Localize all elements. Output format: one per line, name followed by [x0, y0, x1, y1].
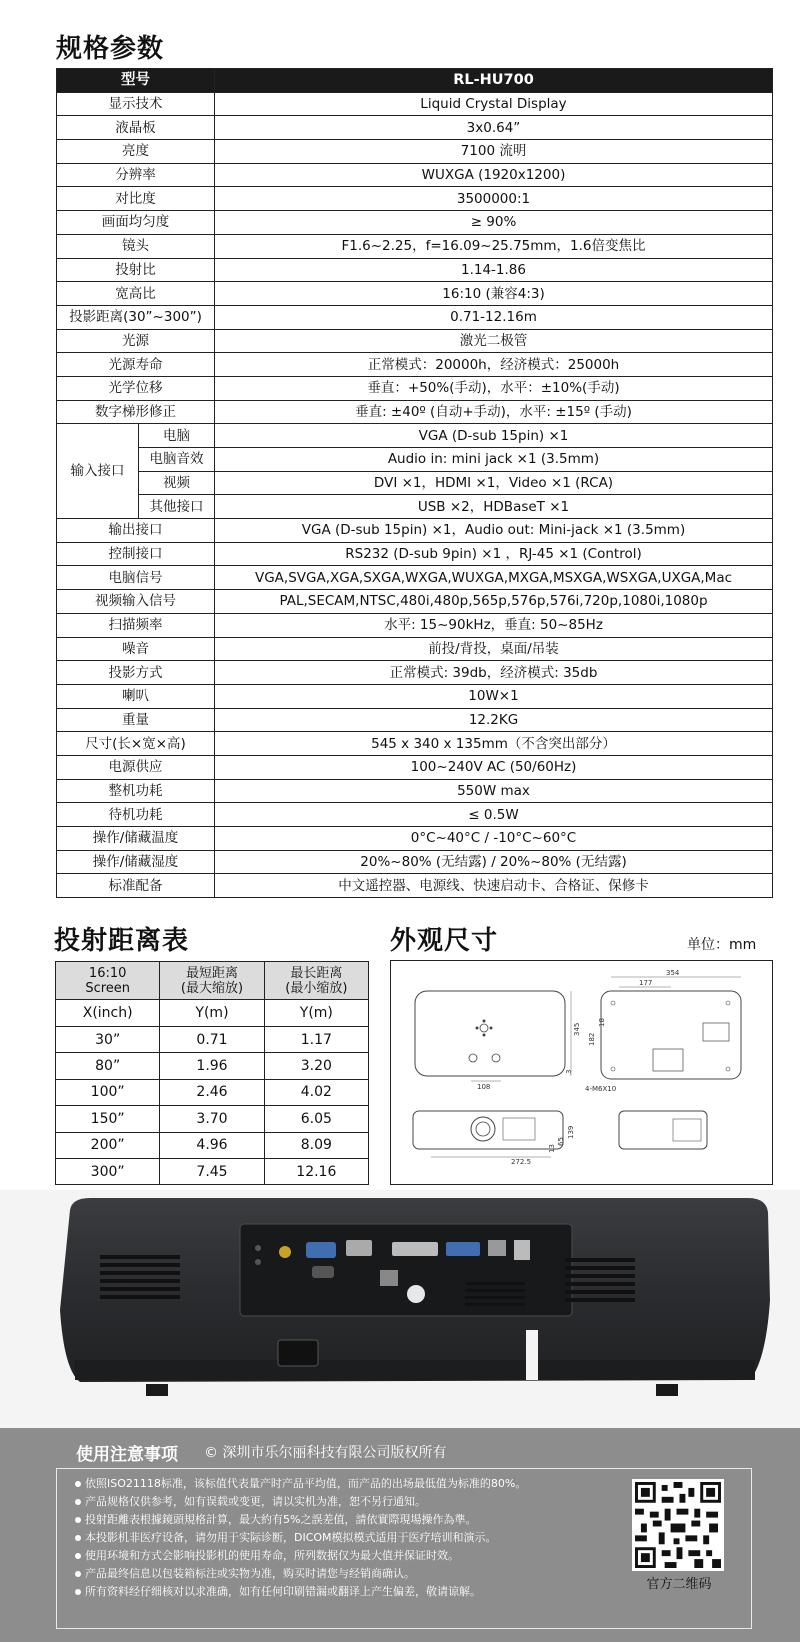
notice-item: [75, 1529, 497, 1545]
spec-value: VGA (D-sub 15pin) ×1，Audio out: Mini-jack ×1 (3.5mm): [215, 519, 773, 543]
spec-row: [57, 803, 773, 827]
spec-label: 镜头: [57, 234, 215, 258]
spec-value: 3x0.64”: [215, 116, 773, 140]
spec-sub-label: 视频: [139, 471, 215, 495]
spec-table: [56, 68, 773, 898]
throw-unit-x: X(inch): [56, 1000, 160, 1027]
throw-screen-size: 150”: [56, 1106, 160, 1132]
notice-item: [75, 1493, 426, 1509]
dim-label-18: 18: [598, 1018, 606, 1027]
spec-row: [57, 92, 773, 116]
spec-label: 光源寿命: [57, 353, 215, 377]
spec-row: [57, 211, 773, 235]
spec-label: 光学位移: [57, 376, 215, 400]
spec-value: VGA,SVGA,XGA,SXGA,WXGA,WUXGA,MXGA,MSXGA,WSXGA,UXGA,Mac: [215, 566, 773, 590]
dim-label-177: 177: [639, 979, 653, 987]
throw-screen-size: 80”: [56, 1053, 160, 1079]
spec-row: [57, 116, 773, 140]
spec-row: [57, 661, 773, 685]
spec-row: [57, 542, 773, 566]
throw-row: [56, 1053, 369, 1079]
dim-label-65: 65: [557, 1137, 565, 1146]
footer: [0, 1428, 800, 1642]
dim-label-13: 13: [548, 1144, 556, 1153]
spec-value: 550W max: [215, 779, 773, 803]
spec-label: 整机功耗: [57, 779, 215, 803]
spec-row: [57, 282, 773, 306]
throw-row: [56, 1158, 369, 1184]
spec-sub-label: 电脑音效: [139, 448, 215, 472]
throw-row: [56, 1027, 369, 1053]
qr-code-icon: [635, 1482, 721, 1568]
throw-col-screen: 16:10 Screen: [56, 962, 160, 1000]
spec-value: 中文遥控器、电源线、快速启动卡、合格证、保修卡: [215, 874, 773, 898]
spec-value: ≥ 90%: [215, 211, 773, 235]
notice-text: 产品规格仅供参考，如有误载或变更，请以实机为准，恕不另行通知。: [85, 1495, 426, 1508]
spec-label: 投射比: [57, 258, 215, 282]
spec-row: [57, 755, 773, 779]
spec-label: 重量: [57, 708, 215, 732]
spec-value: 垂直: ±40º (自动+手动)，水平: ±15º (手动): [215, 400, 773, 424]
spec-row: [57, 376, 773, 400]
spec-label: 操作/储藏湿度: [57, 850, 215, 874]
throw-max-distance: 12.16: [264, 1158, 368, 1184]
throw-max-distance: 8.09: [264, 1132, 368, 1158]
spec-row: [57, 850, 773, 874]
spec-row-input: [57, 471, 773, 495]
spec-row: [57, 353, 773, 377]
dim-label-345: 345: [573, 1022, 581, 1036]
spec-row: [57, 613, 773, 637]
spec-row: [57, 163, 773, 187]
footer-copyright: © 深圳市乐尔丽科技有限公司版权所有: [204, 1445, 447, 1461]
throw-max-distance: 1.17: [264, 1027, 368, 1053]
notice-text: 产品最终信息以包装箱标注或实物为准，购买时请您与经销商确认。: [85, 1567, 415, 1580]
dimension-drawing: [390, 960, 773, 1185]
throw-header-row: [56, 962, 369, 1000]
spec-row: [57, 258, 773, 282]
spec-label: 画面均匀度: [57, 211, 215, 235]
spec-row: [57, 779, 773, 803]
spec-row: [57, 140, 773, 164]
spec-value: RS232 (D-sub 9pin) ×1 ，RJ-45 ×1 (Control): [215, 542, 773, 566]
throw-min-distance: 0.71: [160, 1027, 264, 1053]
throw-screen-size: 200”: [56, 1132, 160, 1158]
notice-item: [75, 1475, 526, 1491]
throw-row: [56, 1106, 369, 1132]
throw-row: [56, 1079, 369, 1105]
spec-row: [57, 305, 773, 329]
qr-code: [632, 1479, 724, 1571]
spec-value: 前投/背投，桌面/吊装: [215, 637, 773, 661]
notice-text: 所有资料经仔细核对以求准确，如有任何印刷错漏或翻译上产生偏差，敬请谅解。: [85, 1585, 481, 1598]
spec-row: [57, 590, 773, 614]
throw-title: 投射距离表: [54, 926, 190, 956]
spec-value: ≤ 0.5W: [215, 803, 773, 827]
spec-label: 控制接口: [57, 542, 215, 566]
spec-row-input: [57, 448, 773, 472]
notice-item: [75, 1583, 481, 1599]
spec-label: 分辨率: [57, 163, 215, 187]
spec-label: 宽高比: [57, 282, 215, 306]
spec-value: 100~240V AC (50/60Hz): [215, 755, 773, 779]
dim-label-108: 108: [477, 1083, 491, 1091]
spec-row: [57, 234, 773, 258]
spec-row: [57, 187, 773, 211]
spec-value: 0.71-12.16m: [215, 305, 773, 329]
throw-unit-y1: Y(m): [160, 1000, 264, 1027]
spec-row: [57, 566, 773, 590]
spec-value: Liquid Crystal Display: [215, 92, 773, 116]
spec-label: 显示技术: [57, 92, 215, 116]
spec-label: 标准配备: [57, 874, 215, 898]
spec-row: [57, 827, 773, 851]
dimensions-unit: 单位：mm: [687, 937, 757, 953]
notice-text: 投射距離表根據鏡頭規格計算，最大約有5%之誤差值，請依實際現場操作為準。: [85, 1513, 477, 1526]
spec-label: 噪音: [57, 637, 215, 661]
spec-sub-label: 其他接口: [139, 495, 215, 519]
spec-value: 垂直：+50%(手动)，水平：±10%(手动): [215, 376, 773, 400]
throw-min-distance: 4.96: [160, 1132, 264, 1158]
spec-value: 水平: 15~90kHz，垂直: 50~85Hz: [215, 613, 773, 637]
spec-value: 16:10 (兼容4:3): [215, 282, 773, 306]
notice-text: 本投影机非医疗设备，请勿用于实际诊断，DICOM模拟模式适用于医疗培训和演示。: [85, 1531, 497, 1544]
spec-label: 尺寸(长×宽×高): [57, 732, 215, 756]
spec-value: 12.2KG: [215, 708, 773, 732]
spec-value: 20%~80% (无结露) / 20%~80% (无结露): [215, 850, 773, 874]
spec-value: PAL,SECAM,NTSC,480i,480p,565p,576p,576i,720p,1080i,1080p: [215, 590, 773, 614]
throw-unit-row: [56, 1000, 369, 1027]
bullet-icon: [75, 1481, 81, 1487]
spec-value: Audio in: mini jack ×1 (3.5mm): [215, 448, 773, 472]
spec-label: 液晶板: [57, 116, 215, 140]
projector-rear-image: [0, 1190, 800, 1428]
spec-title: 规格参数: [56, 34, 165, 64]
notice-item: [75, 1547, 459, 1563]
spec-header-row: [57, 69, 773, 93]
dimensions-title: 外观尺寸: [390, 926, 499, 956]
spec-value: 545 x 340 x 135mm（不含突出部分）: [215, 732, 773, 756]
spec-label: 光源: [57, 329, 215, 353]
spec-row: [57, 732, 773, 756]
throw-screen-size: 30”: [56, 1027, 160, 1053]
spec-value: WUXGA (1920x1200): [215, 163, 773, 187]
spec-label: 电脑信号: [57, 566, 215, 590]
spec-value: 激光二极管: [215, 329, 773, 353]
dim-label-2725: 272.5: [511, 1158, 532, 1166]
throw-screen-size: 100”: [56, 1079, 160, 1105]
bullet-icon: [75, 1589, 81, 1595]
throw-distance-table: [55, 961, 369, 1185]
spec-row: [57, 684, 773, 708]
bullet-icon: [75, 1535, 81, 1541]
bullet-icon: [75, 1553, 81, 1559]
qr-caption: 官方二维码: [646, 1577, 712, 1592]
spec-value: 0°C~40°C / -10°C~60°C: [215, 827, 773, 851]
spec-label: 电源供应: [57, 755, 215, 779]
spec-value: DVI ×1，HDMI ×1，Video ×1 (RCA): [215, 471, 773, 495]
spec-header-value: RL-HU700: [215, 69, 773, 93]
spec-value: F1.6~2.25，f=16.09~25.75mm，1.6倍变焦比: [215, 234, 773, 258]
dim-label-screw: 4-M6X10: [585, 1085, 617, 1093]
projector-photo: [0, 1190, 800, 1428]
dim-label-3: 3: [565, 1069, 573, 1074]
spec-label: 输出接口: [57, 519, 215, 543]
spec-input-group-label: 输入接口: [57, 424, 139, 519]
spec-value: 正常模式: 39db，经济模式: 35db: [215, 661, 773, 685]
spec-value: USB ×2，HDBaseT ×1: [215, 495, 773, 519]
bullet-icon: [75, 1499, 81, 1505]
notice-text: 依照ISO21118标准，该标值代表量产时产品平均值，而产品的出场最低值为标准的80%。: [85, 1477, 527, 1490]
throw-max-distance: 6.05: [264, 1106, 368, 1132]
spec-row-input: [57, 495, 773, 519]
throw-max-distance: 3.20: [264, 1053, 368, 1079]
throw-col-max: 最长距离 (最小缩放): [264, 962, 368, 1000]
spec-row: [57, 708, 773, 732]
throw-screen-size: 300”: [56, 1158, 160, 1184]
spec-sub-label: 电脑: [139, 424, 215, 448]
throw-min-distance: 1.96: [160, 1053, 264, 1079]
spec-row-input: [57, 424, 773, 448]
notice-box: [56, 1468, 752, 1629]
dim-label-354: 354: [666, 969, 680, 977]
spec-row: [57, 329, 773, 353]
spec-row: [57, 874, 773, 898]
spec-header-label: 型号: [57, 69, 215, 93]
notice-item: [75, 1511, 476, 1527]
spec-value: VGA (D-sub 15pin) ×1: [215, 424, 773, 448]
throw-min-distance: 7.45: [160, 1158, 264, 1184]
throw-unit-y2: Y(m): [264, 1000, 368, 1027]
throw-max-distance: 4.02: [264, 1079, 368, 1105]
footer-title: 使用注意事项: [76, 1445, 178, 1465]
spec-label: 扫描频率: [57, 613, 215, 637]
notice-text: 使用环境和方式会影响投影机的使用寿命，所列数据仅为最大值并保证时效。: [85, 1549, 459, 1562]
notice-item: [75, 1565, 415, 1581]
dim-label-139: 139: [567, 1125, 575, 1139]
spec-value: 1.14-1.86: [215, 258, 773, 282]
spec-label: 对比度: [57, 187, 215, 211]
spec-value: 3500000:1: [215, 187, 773, 211]
spec-row: [57, 400, 773, 424]
spec-label: 数字梯形修正: [57, 400, 215, 424]
spec-label: 投影方式: [57, 661, 215, 685]
spec-label: 待机功耗: [57, 803, 215, 827]
throw-min-distance: 2.46: [160, 1079, 264, 1105]
spec-value: 7100 流明: [215, 140, 773, 164]
spec-value: 10W×1: [215, 684, 773, 708]
spec-value: 正常模式：20000h，经济模式：25000h: [215, 353, 773, 377]
throw-col-min: 最短距离 (最大缩放): [160, 962, 264, 1000]
dimension-drawing-svg: [391, 961, 772, 1184]
spec-label: 亮度: [57, 140, 215, 164]
bullet-icon: [75, 1517, 81, 1523]
spec-row: [57, 519, 773, 543]
throw-min-distance: 3.70: [160, 1106, 264, 1132]
throw-row: [56, 1132, 369, 1158]
spec-row: [57, 637, 773, 661]
spec-label: 喇叭: [57, 684, 215, 708]
spec-label: 投影距离(30”~300”): [57, 305, 215, 329]
bullet-icon: [75, 1571, 81, 1577]
spec-label: 视频输入信号: [57, 590, 215, 614]
dim-label-182: 182: [588, 1032, 596, 1046]
spec-label: 操作/储藏温度: [57, 827, 215, 851]
